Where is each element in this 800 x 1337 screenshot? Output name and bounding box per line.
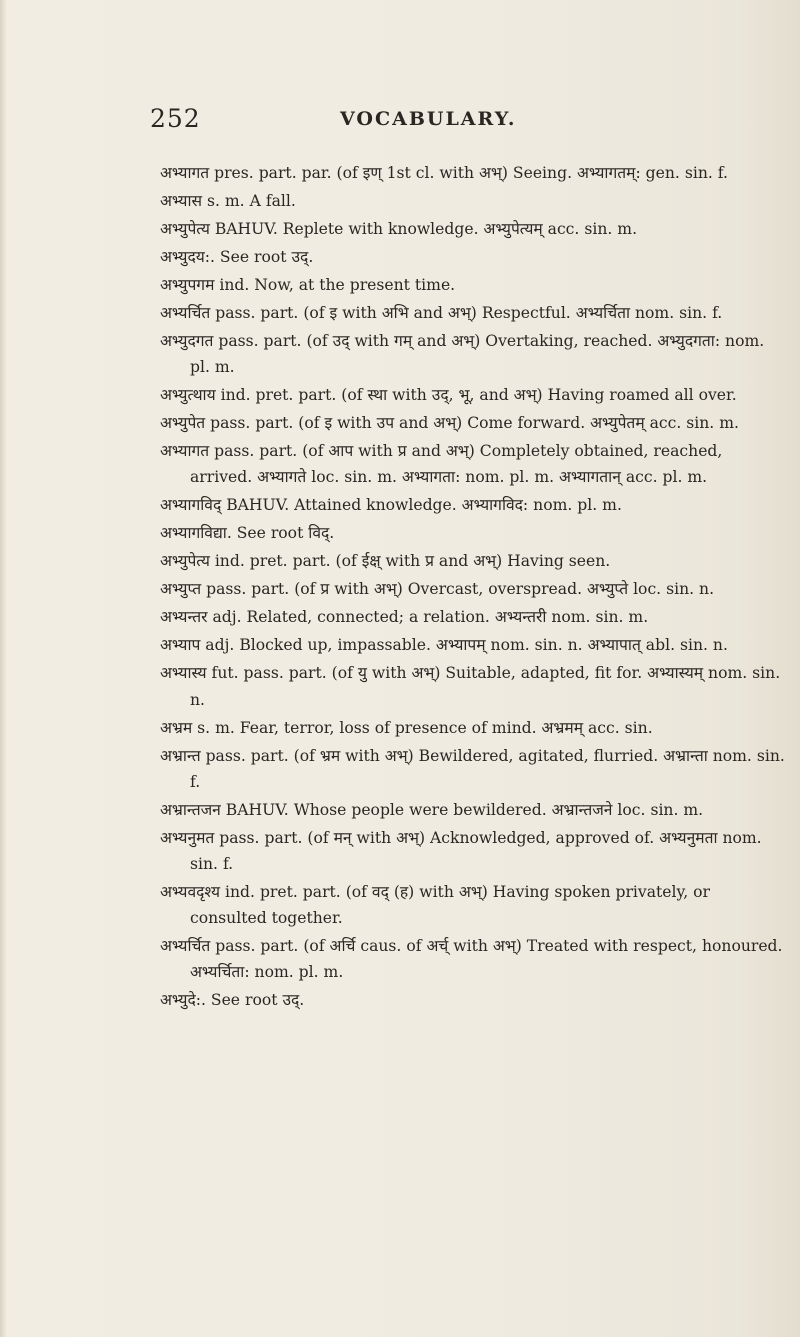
vocabulary-entry: [160, 382, 785, 408]
entry-text: अभ्युपेत्य BAHUV. Replete with knowledge. अभ्युपेत्यम् acc. sin. m.: [160, 220, 638, 238]
entry-text: अभ्युत्थाय ind. pret. part. (of स्था with उद्, भू, and अभ्) Having roamed all over.: [160, 386, 737, 405]
vocabulary-entries: [160, 160, 785, 1015]
vocabulary-entry: [160, 244, 785, 270]
vocabulary-entry: [160, 660, 785, 712]
vocabulary-entry: [160, 492, 785, 518]
vocabulary-entry: [160, 300, 785, 326]
entry-text: अभ्युदे:. See root उद्.: [160, 991, 305, 1010]
entry-text: अभ्यर्चित pass. part. (of अर्चि caus. of अर्च् with अभ्) Treated with respect, honoured. अभ्यर्चिता: nom. pl. m.: [160, 937, 783, 982]
vocabulary-entry: [160, 410, 785, 436]
vocabulary-entry: [160, 576, 785, 602]
entry-text: अभ्युदगत pass. part. (of उद् with गम् and अभ्) Overtaking, reached. अभ्युदगता: nom. pl. m.: [160, 332, 765, 377]
entry-text: अभ्यास s. m. A fall.: [160, 192, 296, 210]
vocabulary-entry: [160, 743, 785, 795]
entry-text: अभ्यागत pass. part. (of आप with प्र and अभ्) Completely obtained, reached, arrived. अभ्यागते loc. sin. m. अभ्यागता: nom. pl. m. अभ्यागतान् acc. pl. m.: [160, 442, 723, 487]
entry-text: अभ्यागविद्या. See root विद्.: [160, 524, 335, 543]
page-number: 252: [150, 104, 201, 133]
vocabulary-entry: [160, 520, 785, 546]
vocabulary-entry: [160, 438, 785, 490]
entry-text: अभ्युपगम ind. Now, at the present time.: [160, 276, 456, 294]
running-title: VOCABULARY.: [340, 108, 517, 130]
entry-text: अभ्यन्तर adj. Related, connected; a relation. अभ्यन्तरी nom. sin. m.: [160, 608, 649, 627]
entry-text: अभ्यागविद् BAHUV. Attained knowledge. अभ्यागविद: nom. pl. m.: [160, 496, 622, 515]
entry-text: अभ्यवदृश्य ind. pret. part. (of वद् (ह) with अभ्) Having spoken privately, or consulted together.: [160, 883, 710, 928]
vocabulary-entry: [160, 933, 785, 985]
entry-text: अभ्याप adj. Blocked up, impassable. अभ्यापम् nom. sin. n. अभ्यापात् abl. sin. n.: [160, 636, 728, 655]
entry-text: अभ्युपेत pass. part. (of इ with उप and अभ्) Come forward. अभ्युपेतम् acc. sin. m.: [160, 414, 739, 433]
entry-text: अभ्युपेत्य ind. pret. part. (of ईक्ष् with प्र and अभ्) Having seen.: [160, 552, 611, 571]
vocabulary-entry: [160, 797, 785, 823]
vocabulary-entry: [160, 272, 785, 298]
vocabulary-entry: [160, 987, 785, 1013]
vocabulary-entry: [160, 604, 785, 630]
vocabulary-entry: [160, 879, 785, 931]
entry-text: अभ्युदय:. See root उद्.: [160, 248, 314, 266]
vocabulary-entry: [160, 632, 785, 658]
vocabulary-entry: [160, 825, 785, 877]
entry-text: अभ्यर्चित pass. part. (of इ with अभि and अभ्) Respectful. अभ्यर्चिता nom. sin. f.: [160, 304, 723, 322]
page-fold-shadow: [0, 0, 7, 1337]
entry-text: अभ्यास्य fut. pass. part. (of यु with अभ्) Suitable, adapted, fit for. अभ्यास्यम् nom. sin. n.: [160, 664, 781, 709]
vocabulary-entry: [160, 160, 785, 186]
entry-text: अभ्रान्त pass. part. (of भ्रम with अभ्) Bewildered, agitated, flurried. अभ्रान्ता nom. sin. f.: [160, 746, 785, 791]
vocabulary-entry: [160, 328, 785, 380]
vocabulary-entry: [160, 715, 785, 741]
entry-text: अभ्युप्त pass. part. (of प्र with अभ्) Overcast, overspread. अभ्युप्ते loc. sin. n.: [160, 580, 715, 599]
vocabulary-entry: [160, 548, 785, 574]
entry-text: अभ्रान्तजन BAHUV. Whose people were bewildered. अभ्रान्तजने loc. sin. m.: [160, 800, 704, 819]
entry-text: अभ्रम s. m. Fear, terror, loss of presence of mind. अभ्रमम् acc. sin.: [160, 718, 653, 737]
vocabulary-entry: [160, 216, 785, 242]
vocabulary-entry: [160, 188, 785, 214]
running-head: [150, 104, 710, 134]
entry-text: अभ्यागत pres. part. par. (of इण् 1st cl. with अभ्) Seeing. अभ्यागतम्: gen. sin. f.: [160, 164, 728, 182]
entry-text: अभ्यनुमत pass. part. (of मन् with अभ्) Acknowledged, approved of. अभ्यनुमता nom. sin. f.: [160, 828, 762, 874]
